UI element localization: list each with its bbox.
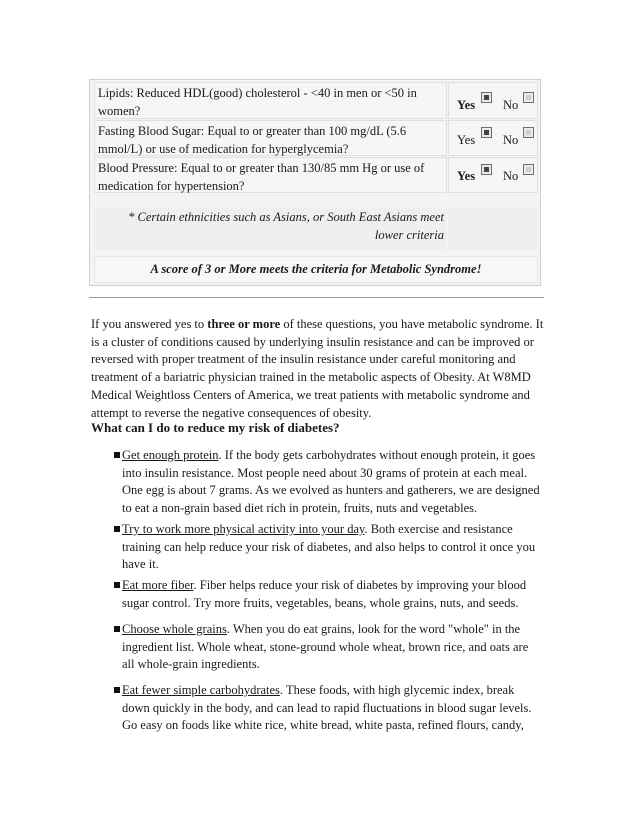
tip-body: . Fiber helps reduce your risk of diabetes by improving your blood sugar control. Try more fruits, vegetables, beans, whole grains, nuts, and seeds. xyxy=(122,578,527,610)
tip-link-protein[interactable]: Get enough protein xyxy=(122,448,219,462)
yes-label: Yes xyxy=(457,133,476,147)
yes-radio-blood-pressure[interactable] xyxy=(481,164,492,175)
no-radio-lipids[interactable] xyxy=(523,92,534,103)
tip-text xyxy=(111,447,543,517)
bullet-icon xyxy=(114,452,120,458)
bullet-icon xyxy=(114,526,120,532)
note-side-cell xyxy=(448,208,538,250)
no-label: No xyxy=(503,169,519,183)
quiz-answer-blood-sugar xyxy=(448,120,538,156)
quiz-question-blood-sugar: Fasting Blood Sugar: Equal to or greater than 100 mg/dL (5.6 mmol/L) or use of medication for hyperglycemia? xyxy=(94,120,447,156)
yes-label: Yes xyxy=(457,169,476,183)
tip-body: . These foods, with high glycemic index, break down quickly in the body, and can lead to rapid fluctuations in blood sugar levels. Go easy on foods like white rice, white bread, white pasta, refined flours, candy, xyxy=(122,683,532,733)
tip-body: . Both exercise and resistance training can help reduce your risk of diabetes, and also helps to control it once you have it. xyxy=(122,522,536,572)
tip-item-activity xyxy=(111,521,543,574)
yes-radio-blood-sugar[interactable] xyxy=(481,127,492,138)
yes-radio-lipids[interactable] xyxy=(481,92,492,103)
quiz-question-lipids: Lipids: Reduced HDL(good) cholesterol - <40 in men or <50 in women? xyxy=(94,82,447,119)
tip-item-whole-grains xyxy=(111,621,543,674)
metabolic-quiz-table xyxy=(89,79,541,286)
section-heading: What can I do to reduce my risk of diabetes? xyxy=(91,420,340,435)
tip-body: . If the body gets carbohydrates without enough protein, it goes into insulin resistance. Most people need about 30 grams of protein at each meal. One egg is about 7 grams. As we evolved as hunters and gatherers, we are designed to eat a non-grain based diet rich in protein, fruits, nuts and vegetables. xyxy=(122,448,540,515)
tip-link-simple-carbs[interactable]: Eat fewer simple carbohydrates xyxy=(122,683,280,697)
no-radio-blood-sugar[interactable] xyxy=(523,127,534,138)
tip-text xyxy=(111,621,543,674)
tip-item-fiber xyxy=(111,577,543,612)
intro-text-start: If you answered yes to xyxy=(91,317,208,331)
ethnicity-note: * Certain ethnicities such as Asians, or South East Asians meet lower criteria xyxy=(94,208,447,250)
tip-item-protein xyxy=(111,447,543,517)
bullet-icon xyxy=(114,582,120,588)
quiz-row-blood-sugar xyxy=(94,120,538,156)
tip-link-whole-grains[interactable]: Choose whole grains xyxy=(122,622,227,636)
no-label: No xyxy=(503,98,519,112)
quiz-answer-blood-pressure xyxy=(448,157,538,193)
tip-link-fiber[interactable]: Eat more fiber xyxy=(122,578,194,592)
quiz-row-blood-pressure xyxy=(94,157,538,193)
intro-text-end: of these questions, you have metabolic syndrome. It is a cluster of conditions caused by underlying insulin resistance and can be improved or reversed with proper treatment of the insulin resistance under careful monitoring and treatment of a bariatric physician trained in the metabolic aspects of Obesity. At W8MD Medical Weightloss Centers of America, we treat patients with metabolic syndrome and attempt to reverse the negative consequences of obesity. xyxy=(91,317,544,420)
yes-label: Yes xyxy=(457,98,476,112)
tip-text xyxy=(111,521,543,574)
tip-link-activity[interactable]: Try to work more physical activity into your day xyxy=(122,522,365,536)
intro-paragraph xyxy=(91,316,551,422)
quiz-answer-lipids xyxy=(448,82,538,119)
bullet-icon xyxy=(114,626,120,632)
tip-text xyxy=(111,577,543,612)
bullet-icon xyxy=(114,687,120,693)
no-label: No xyxy=(503,133,519,147)
intro-emphasis: three or more xyxy=(207,317,281,331)
no-radio-blood-pressure[interactable] xyxy=(523,164,534,175)
horizontal-divider xyxy=(89,297,544,298)
quiz-question-blood-pressure: Blood Pressure: Equal to or greater than 130/85 mm Hg or use of medication for hypertension? xyxy=(94,157,447,193)
score-criteria-text: A score of 3 or More meets the criteria for Metabolic Syndrome! xyxy=(94,256,538,283)
tip-body: . When you do eat grains, look for the word "whole" in the ingredient list. Whole wheat, stone-ground whole wheat, brown rice, and oats are all whole-grain ingredients. xyxy=(122,622,529,672)
quiz-row-lipids xyxy=(94,82,538,119)
tip-item-simple-carbs xyxy=(111,682,543,735)
tip-text xyxy=(111,682,543,735)
